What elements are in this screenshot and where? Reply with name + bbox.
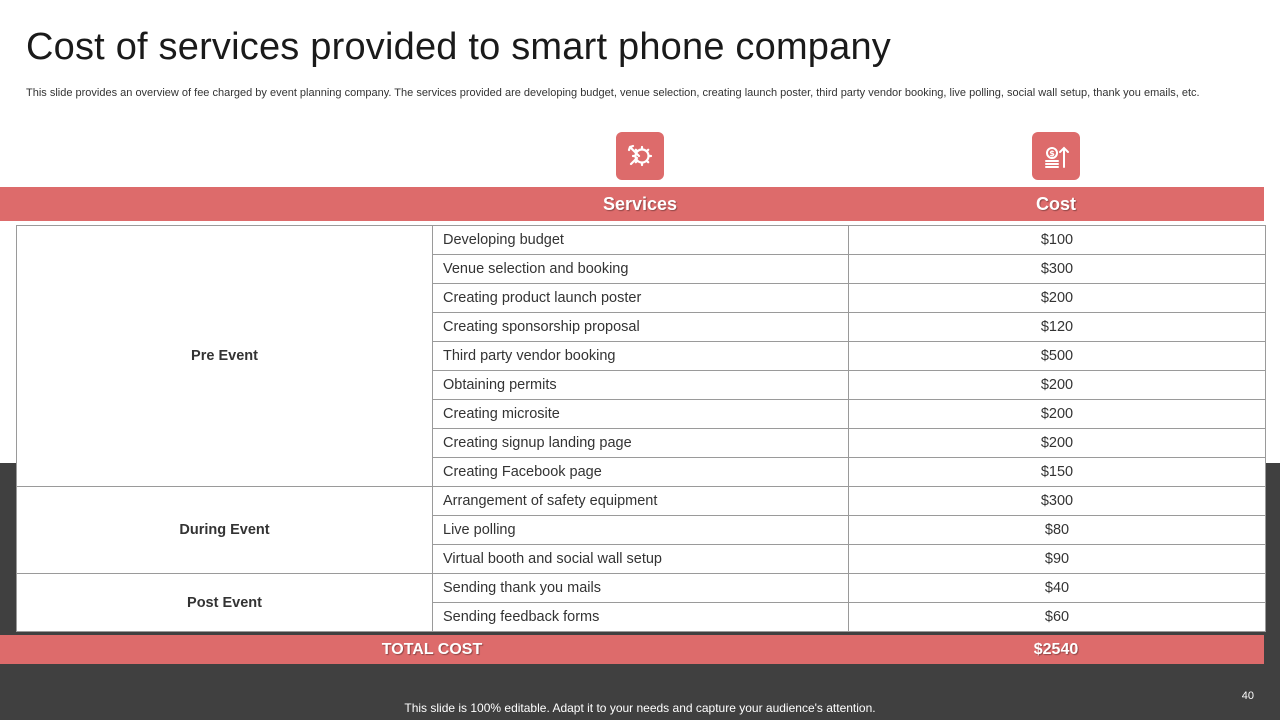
cost-cell: $90 bbox=[849, 545, 1266, 574]
service-cell: Virtual booth and social wall setup bbox=[433, 545, 849, 574]
services-cost-table bbox=[16, 225, 1266, 632]
service-cell: Creating microsite bbox=[433, 400, 849, 429]
service-cell: Arrangement of safety equipment bbox=[433, 487, 849, 516]
table-header-bar bbox=[0, 187, 1264, 221]
cost-cell: $100 bbox=[849, 226, 1266, 255]
slide-title: Cost of services provided to smart phone company bbox=[26, 26, 892, 68]
svg-text:$: $ bbox=[1049, 149, 1055, 158]
service-cell: Live polling bbox=[433, 516, 849, 545]
cost-cell: $120 bbox=[849, 313, 1266, 342]
cost-cell: $40 bbox=[849, 574, 1266, 603]
cost-cell: $200 bbox=[849, 400, 1266, 429]
service-cell: Creating sponsorship proposal bbox=[433, 313, 849, 342]
group-post-event: Post Event bbox=[17, 574, 433, 632]
total-cost-label: TOTAL COST bbox=[381, 641, 483, 658]
table-row bbox=[17, 574, 1266, 603]
service-cell: Third party vendor booking bbox=[433, 342, 849, 371]
footer-note: This slide is 100% editable. Adapt it to your needs and capture your audience's attention. bbox=[404, 701, 876, 715]
service-cell: Sending feedback forms bbox=[433, 603, 849, 632]
money-growth-icon bbox=[1032, 132, 1080, 180]
table-row bbox=[17, 487, 1266, 516]
cost-cell: $300 bbox=[849, 487, 1266, 516]
cost-cell: $150 bbox=[849, 458, 1266, 487]
service-cell: Creating Facebook page bbox=[433, 458, 849, 487]
cost-cell: $300 bbox=[849, 255, 1266, 284]
page-number: 40 bbox=[1241, 690, 1254, 702]
total-cost-value: $2540 bbox=[1033, 641, 1079, 658]
total-cost-bar bbox=[0, 635, 1264, 664]
service-cell: Developing budget bbox=[433, 226, 849, 255]
cost-cell: $60 bbox=[849, 603, 1266, 632]
cost-header: Cost bbox=[1036, 194, 1076, 214]
service-cell: Obtaining permits bbox=[433, 371, 849, 400]
group-pre-event: Pre Event bbox=[17, 226, 433, 487]
service-cell: Creating signup landing page bbox=[433, 429, 849, 458]
cost-cell: $500 bbox=[849, 342, 1266, 371]
cost-cell: $80 bbox=[849, 516, 1266, 545]
slide-subtitle: This slide provides an overview of fee charged by event planning company. The services provided are developing budget, venue selection, creating launch poster, third party vendor booking, live polling, social wall setup, thank you emails, etc. bbox=[26, 87, 1200, 99]
table-row bbox=[17, 226, 1266, 255]
tools-gear-icon bbox=[616, 132, 664, 180]
service-cell: Creating product launch poster bbox=[433, 284, 849, 313]
service-cell: Venue selection and booking bbox=[433, 255, 849, 284]
services-header: Services bbox=[602, 194, 678, 214]
service-cell: Sending thank you mails bbox=[433, 574, 849, 603]
cost-cell: $200 bbox=[849, 371, 1266, 400]
group-during-event: During Event bbox=[17, 487, 433, 574]
cost-cell: $200 bbox=[849, 284, 1266, 313]
cost-cell: $200 bbox=[849, 429, 1266, 458]
